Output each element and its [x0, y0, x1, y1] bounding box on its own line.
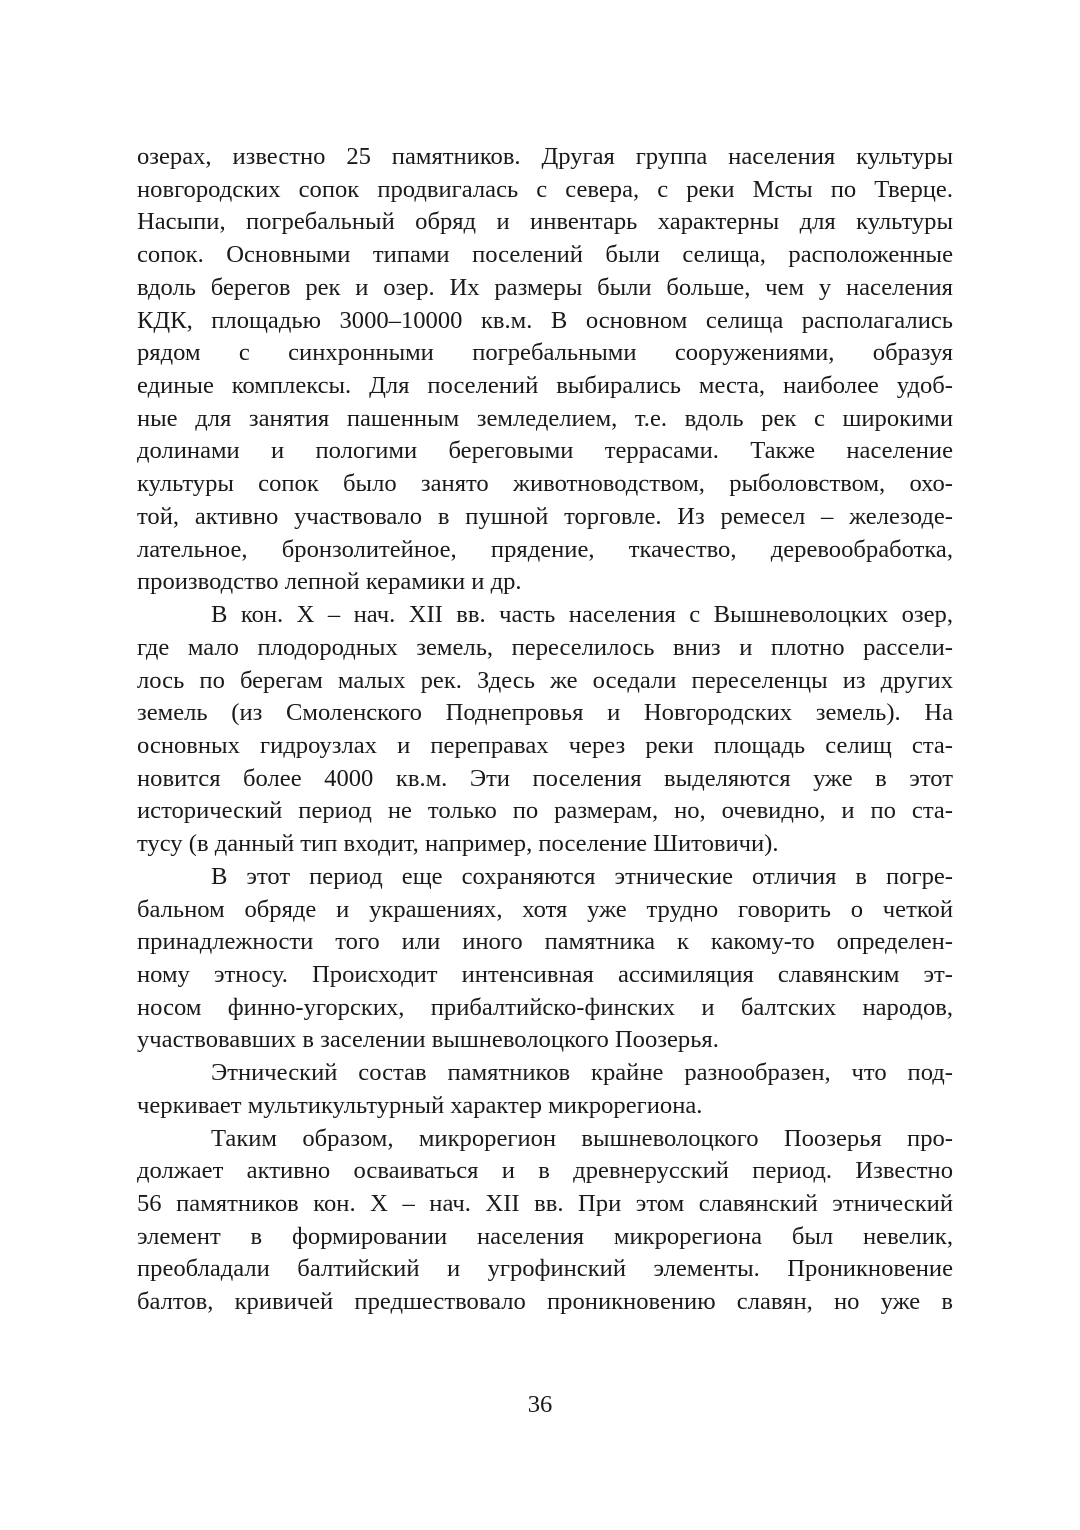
text-line: элемент в формировании населения микрорегиона был невелик,	[137, 1222, 953, 1250]
text-line: ному этносу. Происходит интенсивная ассимиляция славянским эт-	[137, 960, 953, 988]
text-line: бальном обряде и украшениях, хотя уже трудно говорить о четкой	[137, 895, 953, 923]
text-line: Насыпи, погребальный обряд и инвентарь характерны для культуры	[137, 208, 953, 236]
text-line: Таким образом, микрорегион вышневолоцкого Поозерья про-	[211, 1124, 953, 1152]
text-line: Этнический состав памятников крайне разнообразен, что под-	[211, 1059, 953, 1087]
text-line: культуры сопок было занято животноводством, рыболовством, охо-	[137, 470, 953, 498]
page-number: 36	[527, 1391, 553, 1418]
text-line: производство лепной керамики и др.	[137, 568, 522, 596]
text-line: принадлежности того или иного памятника к какому-то определен-	[137, 928, 953, 956]
text-line: тусу (в данный тип входит, например, поселение Шитовичи).	[137, 830, 779, 858]
text-line: В этот период еще сохраняются этнические отличия в погре-	[211, 862, 953, 890]
text-line: земель (из Смоленского Поднепровья и Новгородских земель). На	[137, 699, 953, 727]
paragraph	[137, 599, 953, 861]
text-line: лось по берегам малых рек. Здесь же оседали переселенцы из других	[137, 666, 953, 694]
text-line: где мало плодородных земель, переселилось вниз и плотно рассели-	[137, 633, 953, 661]
text-line: 56 памятников кон. X – нач. XII вв. При этом славянский этнический	[137, 1190, 953, 1217]
text-line: исторический период не только по размерам, но, очевидно, и по ста-	[137, 797, 953, 825]
text-line: долинами и пологими береговыми террасами. Также население	[137, 437, 953, 465]
text-line: основных гидроузлах и переправах через реки площадь селищ ста-	[137, 731, 953, 759]
text-line: участвовавших в заселении вышневолоцкого Поозерья.	[137, 1026, 719, 1054]
text-line: балтов, кривичей предшествовало проникновению славян, но уже в	[137, 1288, 953, 1316]
text-line: черкивает мультикультурный характер микрорегиона.	[137, 1091, 703, 1119]
paragraph	[137, 861, 953, 1057]
text-line: носом финно-угорских, прибалтийско-финских и балтских народов,	[137, 993, 953, 1021]
text-line: той, активно участвовало в пушной торговле. Из ремесел – железоде-	[137, 502, 953, 530]
text-line: преобладали балтийский и угрофинский элементы. Проникновение	[137, 1255, 953, 1283]
paragraph	[137, 1057, 953, 1122]
text-line: единые комплексы. Для поселений выбирались места, наиболее удоб-	[137, 372, 953, 400]
text-line: ные для занятия пашенным земледелием, т.е. вдоль рек с широкими	[137, 404, 953, 432]
text-line: новгородских сопок продвигалась с севера, с реки Мсты по Тверце.	[137, 175, 953, 203]
paragraph	[137, 1123, 953, 1319]
text-line: лательное, бронзолитейное, прядение, ткачество, деревообработка,	[137, 535, 953, 563]
text-line: вдоль берегов рек и озер. Их размеры были больше, чем у населения	[137, 273, 953, 301]
text-line: В кон. X – нач. XII вв. часть населения с Вышневолоцких озер,	[211, 601, 953, 629]
paragraph	[137, 141, 953, 599]
text-line: сопок. Основными типами поселений были селища, расположенные	[137, 241, 953, 269]
text-line: новится более 4000 кв.м. Эти поселения выделяются уже в этот	[137, 764, 953, 792]
text-line: КДК, площадью 3000–10000 кв.м. В основном селища располагались	[137, 306, 953, 334]
text-line: озерах, известно 25 памятников. Другая группа населения культуры	[137, 143, 953, 170]
body-text	[137, 141, 953, 1319]
text-line: должает активно осваиваться и в древнерусский период. Известно	[137, 1157, 953, 1185]
text-line: рядом с синхронными погребальными сооружениями, образуя	[137, 339, 953, 367]
